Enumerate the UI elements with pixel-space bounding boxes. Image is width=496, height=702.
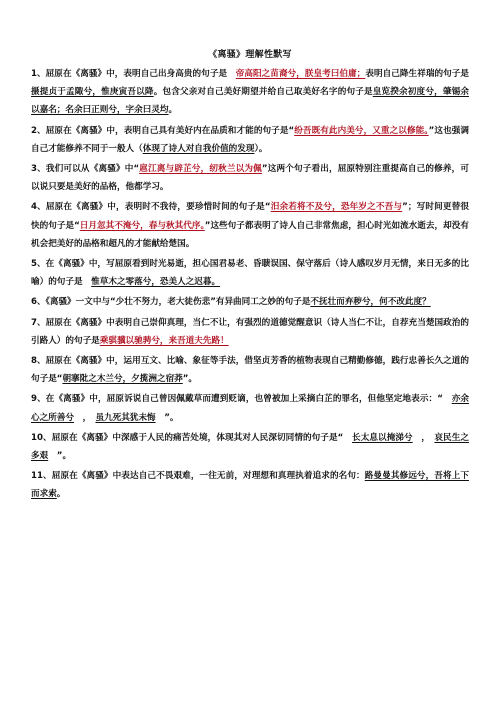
question-8 <box>31 352 469 388</box>
question-7 <box>31 314 469 350</box>
question-text: 10、屈原在《离骚》中深感于人民的痛苦处境，体现其对人民深切同情的句子是“ <box>31 432 353 443</box>
question-text: 8、屈原在《离骚》中，运用互文、比喻、象征等手法，借坚贞芳香的植物表现自己精勤修德，践行忠善长久之道的句子是“ <box>31 356 469 385</box>
question-text: ”。 <box>155 412 179 423</box>
answer-text: ，吾将上下而求索 <box>31 471 469 500</box>
answer-text: 汨余若将不及兮，恐年岁之不吾与 <box>270 202 403 213</box>
question-2 <box>31 122 469 158</box>
question-6 <box>31 293 469 311</box>
question-text: 。 <box>56 489 66 500</box>
question-5 <box>31 255 469 291</box>
question-text: 1、屈原在《离骚》中，表明自己出身高贵的句子是 <box>31 69 236 79</box>
answer-text: 不抚壮而弃秽兮，何不改此度？ <box>310 297 431 308</box>
question-4 <box>31 198 469 253</box>
question-text: ”。 <box>182 374 198 385</box>
answer-text: 哀民生之多艰 <box>31 432 469 462</box>
answer-text: 扈江离与辟芷兮，纫秋兰以为佩 <box>139 164 262 175</box>
question-text: 7、屈原在《离骚》中表明自己崇仰真理，当仁不让，有强烈的道德觉醒意识（诗人当仁不让，自荐充当楚国政治的引路人）的句子是 <box>31 317 469 346</box>
question-text: 表明自己降生祥瑞的句子是 <box>365 69 469 79</box>
answer-text: 路曼曼其修远兮 <box>364 471 426 482</box>
answer-text: 纷吾既有此内美兮，又重之以修能。 <box>294 125 429 136</box>
question-text: ”这些句子都表明了诗人自己非常焦虑，担心时光如流水逝去，却没有机会把美好的品格和超凡的才能献给楚国。 <box>31 220 469 249</box>
document-page <box>31 48 469 506</box>
document-title: 《离骚》理解性默写 <box>208 50 292 60</box>
answer-text: 体现了诗人对自我价值的发现 <box>142 143 255 154</box>
question-text: 9、在《离骚》中，屈原诉说自己曾因佩戴草而遭到贬谪，也曾被加上采摘白芷的罪名，但他坚定地表示：“ <box>31 394 452 405</box>
question-text: ， <box>73 412 96 423</box>
question-text: ”；写时间更替很快的句子是“ <box>31 202 469 231</box>
question-text: 6、《离骚》一文中与“少壮不努力，老大徒伤悲”有异曲同工之妙的句子是 <box>31 297 311 308</box>
question-text: 。 <box>168 105 178 116</box>
question-9 <box>31 390 469 426</box>
answer-text: 帝高阳之苗裔兮，朕皇考曰伯庸； <box>235 69 366 79</box>
question-3 <box>31 160 469 196</box>
answer-text: 朝搴阰之木兰兮，夕揽洲之宿莽 <box>62 374 183 385</box>
question-text: 4、屈原在《离骚》中，表明时不我待，要珍惜时间的句子是“ <box>31 202 271 213</box>
question-10 <box>31 429 469 465</box>
question-text: 2、屈原在《离骚》中，表明自己具有美好内在品质和才能的句子是“ <box>31 125 295 136</box>
answer-text: 皇览揆余初度兮，肇锡余以嘉名；名余曰正则兮，字余曰灵均 <box>31 87 469 116</box>
question-text: ）。 <box>254 143 268 154</box>
answer-text: 乘骐骥以驰骋兮，来吾道夫先路！ <box>99 335 229 346</box>
question-text: 5、在《离骚》中，写屈原看到时光易逝，担心国君易老、昏聩误国、保守落后（诗人感叹岁月无情，来日无多的比喻）的句子是 <box>31 259 469 288</box>
answer-text: 虽九死其犹未悔 <box>95 412 156 423</box>
answer-text: 亦余心之所善兮 <box>31 394 469 423</box>
answer-text: 摄提贞于孟陬兮，惟庚寅吾以降 <box>31 87 154 98</box>
question-text: 11、屈原在《离骚》中表达自己不畏艰难，一往无前，对理想和真理执着追求的名句： <box>31 471 365 482</box>
question-text: ”这也强调自己才能修养不同于一般人（ <box>31 125 470 154</box>
answer-text: 惟草木之零落兮，恐美人之迟暮。 <box>91 277 221 288</box>
question-text: ”。 <box>48 451 72 462</box>
answer-text: 日月忽其不淹兮，春与秋其代序。 <box>79 220 205 231</box>
answer-text: 长太息以掩涕兮 <box>352 432 413 443</box>
question-1 <box>31 65 469 120</box>
question-text: ”这两个句子看出，屈原特别注重提高自己的修养，可以说只要是美好的品格，他都学习。 <box>31 164 469 193</box>
question-11 <box>31 467 469 503</box>
question-text: 。包含父亲对自己美好期望并给自己取美好名字的句子是 <box>153 87 373 98</box>
question-text: 3、我们可以从《离骚》中“ <box>31 164 140 175</box>
question-text: ， <box>412 432 435 443</box>
